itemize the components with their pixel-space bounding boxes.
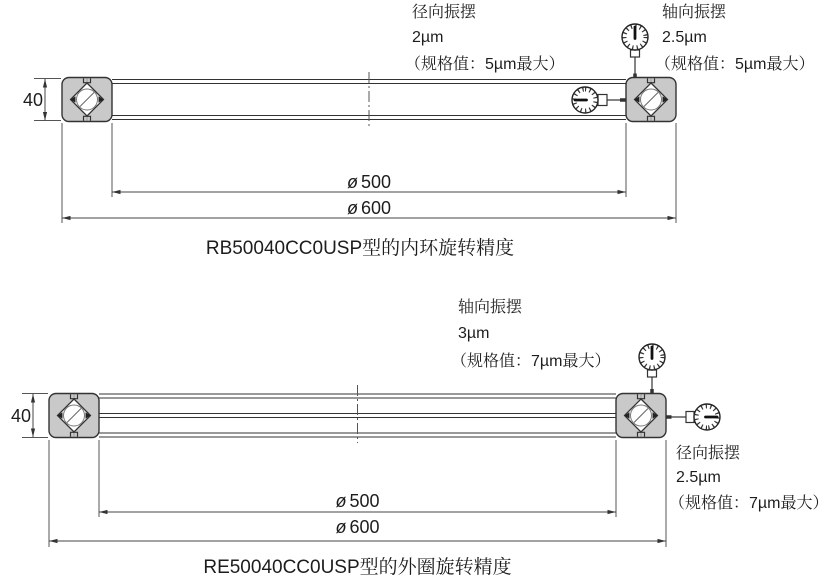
top-radial-runout-label: [405, 3, 564, 73]
bottom-radial-runout-label: [669, 444, 828, 512]
top-radial-runout-spec: （规格值：5µm最大）: [405, 56, 565, 73]
bottom-axial-runout-label: [451, 298, 610, 370]
bottom-bore-value: 500: [349, 491, 380, 511]
bottom-radial-runout-title: 径向振摆: [676, 445, 741, 462]
top-axial-dial-gauge: [622, 24, 648, 78]
bottom-bore-dimension-text: [335, 491, 379, 511]
top-bore-dimension: [112, 123, 626, 197]
top-bore-value: 500: [360, 172, 392, 192]
bottom-radial-runout-spec: （规格值：7µm最大）: [669, 495, 829, 512]
top-outer-value: 600: [360, 198, 392, 218]
top-outer-phi-symbol: ø: [346, 198, 358, 218]
top-width-dimension-text: 40: [22, 90, 43, 110]
top-right-bearing-section: [626, 78, 676, 122]
top-axial-runout-label: [655, 3, 814, 73]
bottom-bore-phi-symbol: ø: [335, 491, 347, 511]
top-diagram-caption: RB50040CC0USP型的内环旋转精度: [205, 238, 515, 259]
bottom-right-bearing-section: [616, 394, 666, 438]
bottom-diagram: [0, 270, 839, 583]
top-bore-dimension-text: [347, 172, 391, 192]
bottom-diagram-caption: RE50040CC0USP型的外圈旋转精度: [203, 557, 512, 578]
top-left-bearing-section: [62, 78, 112, 122]
bottom-left-bearing-section: [49, 394, 99, 438]
bottom-axial-dial-gauge: [639, 344, 665, 394]
bottom-width-dimension-text: 40: [10, 406, 31, 426]
bottom-outer-phi-symbol: ø: [335, 517, 347, 537]
top-axial-runout-value: 2.5µm: [662, 29, 707, 46]
bottom-axial-runout-title: 轴向振摆: [458, 299, 523, 316]
top-radial-dial-gauge: [572, 87, 626, 113]
top-radial-runout-value: 2µm: [412, 29, 444, 46]
bottom-axial-runout-spec: （规格值：7µm最大）: [451, 353, 611, 370]
top-outer-dimension-text: [347, 198, 391, 218]
bottom-outer-dimension-text: [335, 517, 379, 537]
top-bore-phi-symbol: ø: [346, 172, 358, 192]
top-axial-runout-spec: （规格值：5µm最大）: [655, 56, 815, 73]
top-radial-runout-title: 径向振摆: [412, 4, 477, 21]
bottom-width-dimension: [11, 394, 48, 438]
bottom-radial-runout-value: 2.5µm: [676, 469, 721, 486]
bottom-radial-dial-gauge: [666, 404, 720, 430]
bottom-axial-runout-value: 3µm: [458, 325, 490, 342]
top-axial-runout-title: 轴向振摆: [662, 4, 727, 21]
top-width-dimension: [23, 79, 61, 121]
bottom-bore-dimension: [99, 440, 616, 517]
top-diagram: [0, 0, 839, 270]
bottom-outer-value: 600: [349, 517, 380, 537]
